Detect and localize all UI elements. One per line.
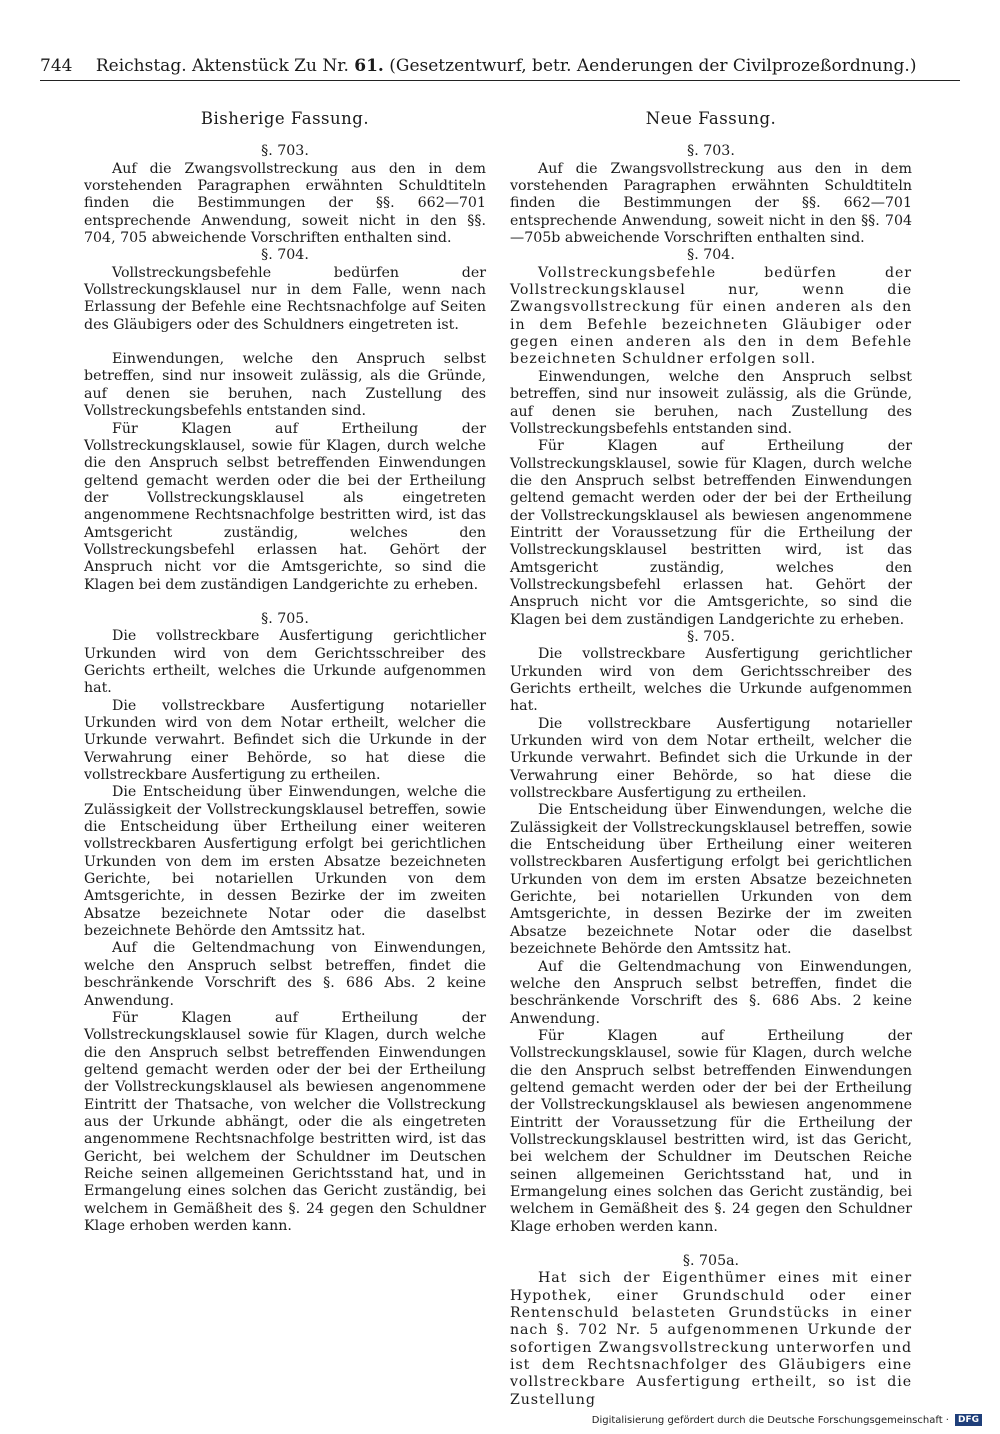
left-section-703-paragraph: Auf die Zwangsvollstreckung aus den in dem vorstehenden Paragraphen erwähnten Schuldtiteln finden die Bestimmungen der §§. 662—701 entsprechende Anwendung, soweit nicht in den §§. 704, 705 abweichende Vorschriften enthalten sind. [84, 160, 486, 247]
left-section-705-paragraph-5: Für Klagen auf Ertheilung der Vollstreckungsklausel sowie für Klagen, durch welche die den Anspruch selbst betreffenden Einwendungen geltend gemacht werden oder der bei der Ertheilung der Vollstreckungsklausel als bewiesen angenommene Eintritt der Thatsache, von welcher die Vollstreckung aus der Urkunde abhängt, oder die als eingetreten angenommene Rechtsnachfolge bestritten wird, ist das Gericht, bei welchem der Schuldner im Deutschen Reiche seinen allgemeinen Gerichtsstand hat, und in Ermangelung eines solchen das Gericht zuständig, bei welchem in Gemäßheit des §. 24 gegen den Schuldner Klage erhoben werden kann. [84, 1009, 486, 1234]
right-section-705-paragraph-5: Für Klagen auf Ertheilung der Vollstreckungsklausel, sowie für Klagen, durch welche die den Anspruch selbst betreffenden Einwendungen geltend gemacht werden oder der bei der Ertheilung der Vollstreckungsklausel als bewiesen angenommene Eintritt der Voraussetzung für die Ertheilung der Vollstreckungsklausel bestritten wird, ist das Gericht, bei welchem der Schuldner im Deutschen Reiche seinen allgemeinen Gerichtsstand hat, und in Ermangelung eines solchen das Gericht zuständig, bei welchem in Gemäßheit des §. 24 gegen den Schuldner Klage erhoben werden kann. [510, 1027, 912, 1235]
right-section-705-paragraph-1: Die vollstreckbare Ausfertigung gerichtlicher Urkunden wird von dem Gerichtsschreiber des Gerichts ertheilt, welches die Urkunde aufgenommen hat. [510, 646, 912, 715]
right-section-704-paragraph-3: Für Klagen auf Ertheilung der Vollstreckungsklausel, sowie für Klagen, durch welche die den Anspruch selbst betreffenden Einwendungen geltend gemacht werden oder der bei der Ertheilung der Vollstreckungsklausel als bewiesen angenommene Eintritt der Voraussetzung für die Ertheilung der Vollstreckungsklausel bestritten wird, ist das Amtsgericht zuständig, welches den Vollstreckungsbefehl erlassen hat. Gehört der Anspruch nicht vor die Amtsgerichte, so sind die Klagen bei dem zuständigen Landgerichte zu erheben. [510, 438, 912, 628]
right-section-705-paragraph-3: Die Entscheidung über Einwendungen, welche die Zulässigkeit der Vollstreckungsklausel betreffen, sowie die Entscheidung über Ertheilung einer weiteren vollstreckbaren Ausfertigung erfolgt bei gerichtlichen Urkunden von dem im ersten Absatze bezeichneten Gerichte, bei notariellen Urkunden von dem Amtsgerichte, in dessen Bezirke der im zweiten Absatze bezeichnete Notar oder die daselbst bezeichnete Behörde den Amtssitz hat. [510, 802, 912, 958]
left-column-old-version [84, 104, 486, 1235]
right-section-704-paragraph-1: Vollstreckungsbefehle bedürfen der Vollstreckungsklausel nur, wenn die Zwangsvollstreckung für einen anderen als den in dem Befehle bezeichneten Gläubiger oder gegen einen anderen als den in dem Befehle bezeichneten Schuldner erfolgen soll. [510, 264, 912, 368]
right-section-703-heading: §. 703. [687, 143, 735, 160]
left-section-704-paragraph-3: Für Klagen auf Ertheilung der Vollstreckungsklausel, sowie für Klagen, durch welche die den Anspruch selbst betreffenden Einwendungen geltend gemacht werden oder die bei der Ertheilung der Vollstreckungsklausel als eingetreten angenommene Rechtsnachfolge bestritten wird, ist das Amtsgericht zuständig, welches den Vollstreckungsbefehl erlassen hat. Gehört der Anspruch nicht vor die Amtsgerichte, so sind die Klagen bei dem zuständigen Landgerichte zu erheben. [84, 420, 486, 593]
right-section-705-heading: §. 705. [687, 628, 735, 645]
left-section-705-paragraph-4: Auf die Geltendmachung von Einwendungen, welche den Anspruch selbst betreffen, findet die beschränkende Vorschrift des §. 686 Abs. 2 keine Anwendung. [84, 940, 486, 1009]
right-column-title: Neue Fassung. [645, 109, 777, 128]
left-section-703-heading: §. 703. [261, 143, 309, 160]
right-section-705-paragraph-4: Auf die Geltendmachung von Einwendungen, welche den Anspruch selbst betreffen, findet die beschränkende Vorschrift des §. 686 Abs. 2 keine Anwendung. [510, 958, 912, 1027]
right-section-705a-paragraph: Hat sich der Eigenthümer eines mit einer Hypothek, einer Grundschuld oder einer Rentenschuld belasteten Grundstücks in einer nach §. 702 Nr. 5 aufgenommenen Urkunde der sofortigen Zwangsvollstreckung unterworfen und ist dem Rechtsnachfolger des Gläubigers eine vollstreckbare Ausfertigung ertheilt, so ist die Zustellung [510, 1270, 912, 1408]
right-section-704-paragraph-2: Einwendungen, welche den Anspruch selbst betreffen, sind nur insoweit zulässig, als die Gründe, auf denen sie beruhen, nach Zustellung des Vollstreckungsbefehls entstanden sind. [510, 368, 912, 437]
left-section-704-heading: §. 704. [261, 247, 309, 264]
page-number: 744 [40, 56, 73, 76]
left-section-704-paragraph-2: Einwendungen, welche den Anspruch selbst betreffen, sind nur insoweit zulässig, als die Gründe, auf denen sie beruhen, nach Zustellung des Vollstreckungsbefehls entstanden sind. [84, 351, 486, 420]
running-header [40, 56, 960, 81]
dfg-logo: DFG [955, 1414, 982, 1426]
header-text-before: Reichstag. Aktenstück Zu Nr. [95, 56, 349, 76]
footer-credit-text: Digitalisierung gefördert durch die Deutsche Forschungsgemeinschaft · [591, 1414, 949, 1426]
digitization-footer [592, 1414, 982, 1426]
left-section-704-paragraph-1: Vollstreckungsbefehle bedürfen der Vollstreckungsklausel nur in dem Falle, wenn nach Erlassung der Befehle eine Rechtsnachfolge auf Seiten des Gläubigers oder des Schuldners eingetreten ist. [84, 264, 486, 333]
header-text-after: (Gesetzentwurf, betr. Aenderungen der Civilprozeßordnung.) [389, 56, 917, 76]
header-number: 61. [354, 56, 384, 76]
left-section-705-heading: §. 705. [261, 610, 309, 627]
left-section-705-paragraph-1: Die vollstreckbare Ausfertigung gerichtlicher Urkunden wird von dem Gerichtsschreiber des Gerichts ertheilt, welches die Urkunde aufgenommen hat. [84, 628, 486, 697]
left-column-title: Bisherige Fassung. [200, 109, 370, 128]
right-section-704-heading: §. 704. [687, 247, 735, 264]
left-section-705-paragraph-3: Die Entscheidung über Einwendungen, welche die Zulässigkeit der Vollstreckungsklausel betreffen, sowie die Entscheidung über Ertheilung einer weiteren vollstreckbaren Ausfertigung erfolgt bei gerichtlichen Urkunden von dem im ersten Absatze bezeichneten Gerichte, bei notariellen Urkunden von dem Amtsgerichte, in dessen Bezirke der im zweiten Absatze bezeichnete Notar oder die daselbst bezeichnete Behörde den Amtssitz hat. [84, 784, 486, 940]
left-section-705-paragraph-2: Die vollstreckbare Ausfertigung notarieller Urkunden wird von dem Notar ertheilt, welcher die Urkunde verwahrt. Befindet sich die Urkunde in der Verwahrung einer Behörde, so hat diese die vollstreckbare Ausfertigung zu ertheilen. [84, 697, 486, 784]
right-section-703-paragraph: Auf die Zwangsvollstreckung aus den in dem vorstehenden Paragraphen erwähnten Schuldtiteln finden die Bestimmungen der §§. 662—701 entsprechende Anwendung, soweit nicht in den §§. 704—705b abweichende Vorschriften enthalten sind. [510, 160, 912, 247]
right-section-705a-heading: §. 705a. [682, 1253, 740, 1269]
right-section-705-paragraph-2: Die vollstreckbare Ausfertigung notarieller Urkunden wird von dem Notar ertheilt, welcher die Urkunde verwahrt. Befindet sich die Urkunde in der Verwahrung einer Behörde, so hat diese die vollstreckbare Ausfertigung zu ertheilen. [510, 715, 912, 802]
right-column-new-version [510, 104, 912, 1409]
